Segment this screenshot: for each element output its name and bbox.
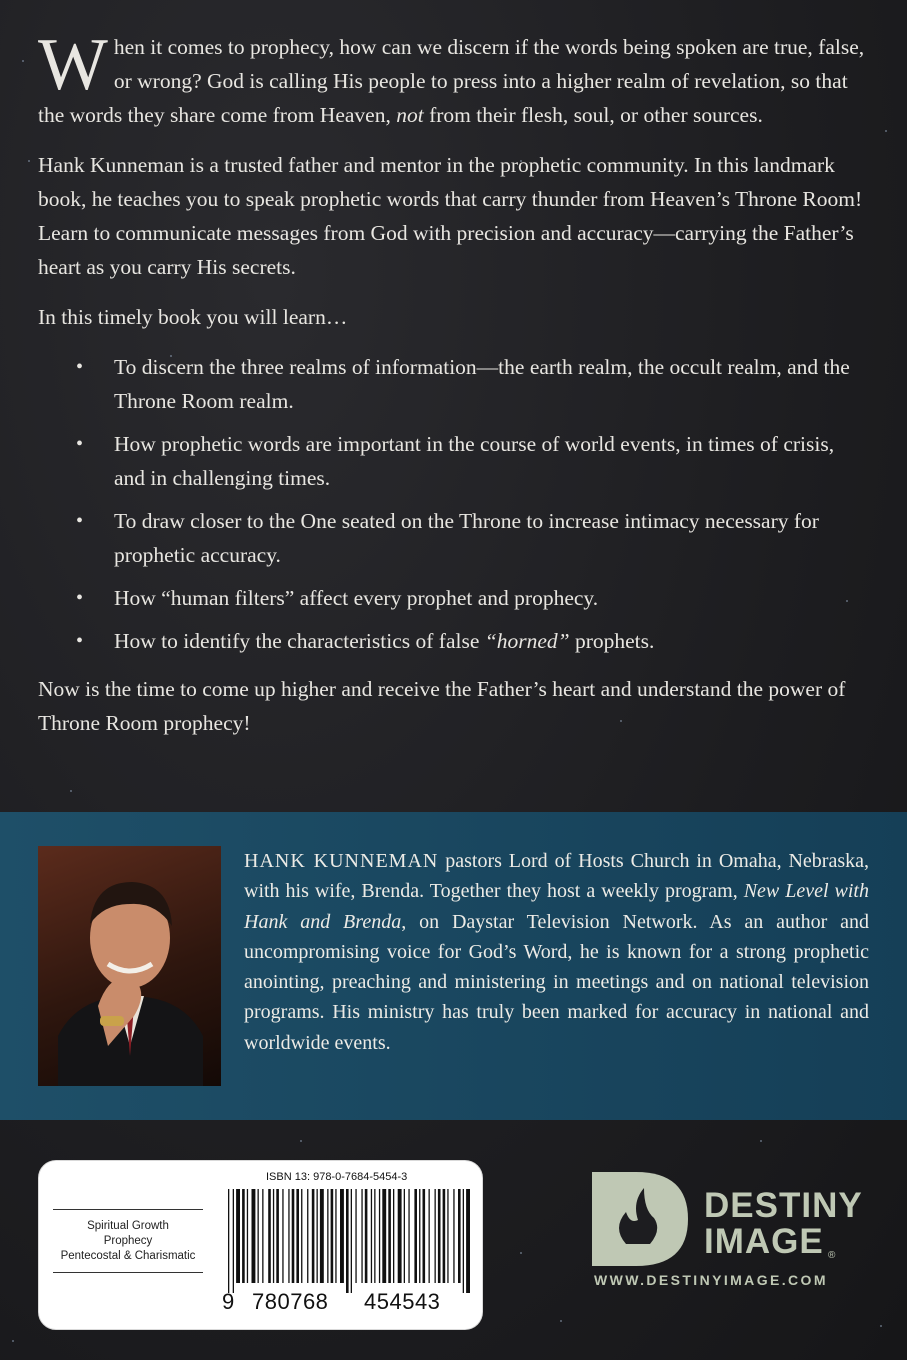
barcode-bar xyxy=(351,1189,352,1293)
learning-points xyxy=(38,350,870,658)
isbn-digits-right: 454543 xyxy=(364,1289,441,1314)
barcode-bar xyxy=(414,1189,417,1283)
barcode-bar xyxy=(331,1189,334,1283)
barcode-bar xyxy=(258,1189,259,1283)
barcode-bar xyxy=(429,1189,430,1283)
category-label: Spiritual Growth xyxy=(87,1219,169,1232)
barcode xyxy=(224,1189,472,1293)
barcode-bar xyxy=(361,1189,362,1283)
category-label: Pentecostal & Charismatic xyxy=(60,1249,196,1262)
point-emphasis: “horned” xyxy=(484,629,570,653)
publisher-name-line2: IMAGE xyxy=(704,1222,824,1261)
category-box xyxy=(38,1160,218,1330)
intro-text-b: from their flesh, soul, or other sources. xyxy=(423,103,763,127)
author-bio-text-b: , on Daystar Television Network. As an author and uncompromising voice for God’s Word, he is known for a strong prophetic anointing, preaching and ministering in meetings and on national television programs. His ministry has truly been marked for accuracy in national and worldwide events. xyxy=(244,910,869,1054)
isbn-digit-first: 9 xyxy=(222,1289,235,1314)
author-photo xyxy=(38,846,221,1086)
barcode-bar xyxy=(307,1189,308,1283)
barcode-bar xyxy=(379,1189,380,1283)
destiny-d-icon xyxy=(592,1172,688,1266)
barcode-bar xyxy=(268,1189,271,1283)
barcode-bar xyxy=(419,1189,420,1283)
isbn-label: ISBN 13: 978-0-7684-5454-3 xyxy=(266,1171,408,1183)
publisher-name-line1: DESTINY xyxy=(704,1186,863,1225)
point-text-a: How to identify the characteristics of false xyxy=(114,629,485,653)
publisher-logo xyxy=(592,1172,872,1292)
barcode-bar xyxy=(346,1189,349,1293)
barcode-bar xyxy=(435,1189,436,1283)
program-title: New Level with Hank and Brenda xyxy=(244,880,869,933)
barcode-bar xyxy=(228,1189,229,1293)
barcode-bar xyxy=(398,1189,402,1283)
barcode-bar xyxy=(382,1189,386,1283)
barcode-bar xyxy=(447,1189,448,1283)
publisher-url: WWW.DESTINYIMAGE.COM xyxy=(594,1272,828,1288)
barcode-bar xyxy=(463,1189,464,1293)
intro-paragraph xyxy=(38,24,870,132)
barcode-bar xyxy=(247,1189,248,1283)
barcode-bar xyxy=(393,1189,394,1283)
learn-intro: In this timely book you will learn… xyxy=(38,305,348,329)
barcode-bar xyxy=(371,1189,372,1283)
barcode-bar xyxy=(404,1189,405,1283)
barcode-bar xyxy=(466,1189,470,1293)
learning-point: • How “human filters” affect every prophet and prophecy. xyxy=(114,581,870,615)
registered-mark: ® xyxy=(828,1250,836,1261)
author-section xyxy=(0,812,907,1120)
barcode-bar xyxy=(262,1189,263,1283)
barcode-bar xyxy=(408,1189,409,1283)
barcode-bar xyxy=(453,1189,454,1283)
barcode-bar xyxy=(365,1189,368,1283)
point-text-b: prophets. xyxy=(569,629,655,653)
barcode-box xyxy=(216,1160,483,1330)
barcode-bar xyxy=(288,1189,289,1283)
barcode-bar xyxy=(312,1189,315,1283)
barcode-bar xyxy=(327,1189,328,1283)
barcode-bar xyxy=(355,1189,356,1283)
barcode-bar xyxy=(443,1189,446,1283)
barcode-bar xyxy=(252,1189,256,1283)
author-portrait-illustration xyxy=(38,846,221,1086)
barcode-bar xyxy=(438,1189,441,1283)
intro-text-a: hen it comes to prophecy, how can we discern if the words being spoken are true, false, or wrong? God is calling His people to press into a higher realm of revelation, so that the words they share come from Heaven, xyxy=(38,35,865,127)
barcode-bar xyxy=(320,1189,324,1283)
isbn-digits-left: 780768 xyxy=(252,1289,329,1314)
closing-paragraph: Now is the time to come up higher and receive the Father’s heart and understand the power of Throne Room prophecy! xyxy=(38,677,846,735)
author-name: HANK KUNNEMAN xyxy=(244,850,439,872)
barcode-bar xyxy=(374,1189,375,1283)
barcode-bar xyxy=(388,1189,391,1283)
barcode-bar xyxy=(301,1189,302,1283)
barcode-bar xyxy=(317,1189,318,1283)
description-paragraph: Hank Kunneman is a trusted father and mentor in the prophetic community. In this landmark book, he teaches you to speak prophetic words that carry thunder from Heaven’s Throne Room! Learn to communicate messages from God with precision and accuracy—carrying the Father’s heart as you carry His secrets. xyxy=(38,153,863,279)
barcode-bar xyxy=(458,1189,461,1283)
learning-point: • To draw closer to the One seated on the Throne to increase intimacy necessary for prophetic accuracy. xyxy=(114,504,870,572)
barcode-bar xyxy=(335,1189,336,1283)
barcode-bar xyxy=(423,1189,426,1283)
barcode-bar xyxy=(273,1189,274,1283)
category-list xyxy=(53,1209,203,1273)
drop-cap: W xyxy=(38,24,108,106)
learning-point: • How prophetic words are important in the course of world events, in times of crisis, and in challenging times. xyxy=(114,427,870,495)
barcode-bar xyxy=(292,1189,295,1283)
learning-point xyxy=(114,624,870,658)
barcode-bar xyxy=(276,1189,279,1283)
author-bio-text-a: pastors Lord of Hosts Church in Omaha, Nebraska, with his wife, Brenda. Together they host a weekly program, xyxy=(244,850,870,903)
author-bio xyxy=(244,846,869,1058)
barcode-bar xyxy=(296,1189,299,1283)
back-cover-blurb xyxy=(38,24,870,756)
barcode-bar xyxy=(242,1189,245,1283)
intro-emphasis: not xyxy=(396,103,424,127)
barcode-bar xyxy=(282,1189,283,1283)
barcode-bar xyxy=(236,1189,240,1283)
learning-point: • To discern the three realms of information—the earth realm, the occult realm, and the Throne Room realm. xyxy=(114,350,870,418)
barcode-bar xyxy=(233,1189,234,1293)
barcode-bar xyxy=(340,1189,344,1283)
category-label: Prophecy xyxy=(103,1234,153,1247)
